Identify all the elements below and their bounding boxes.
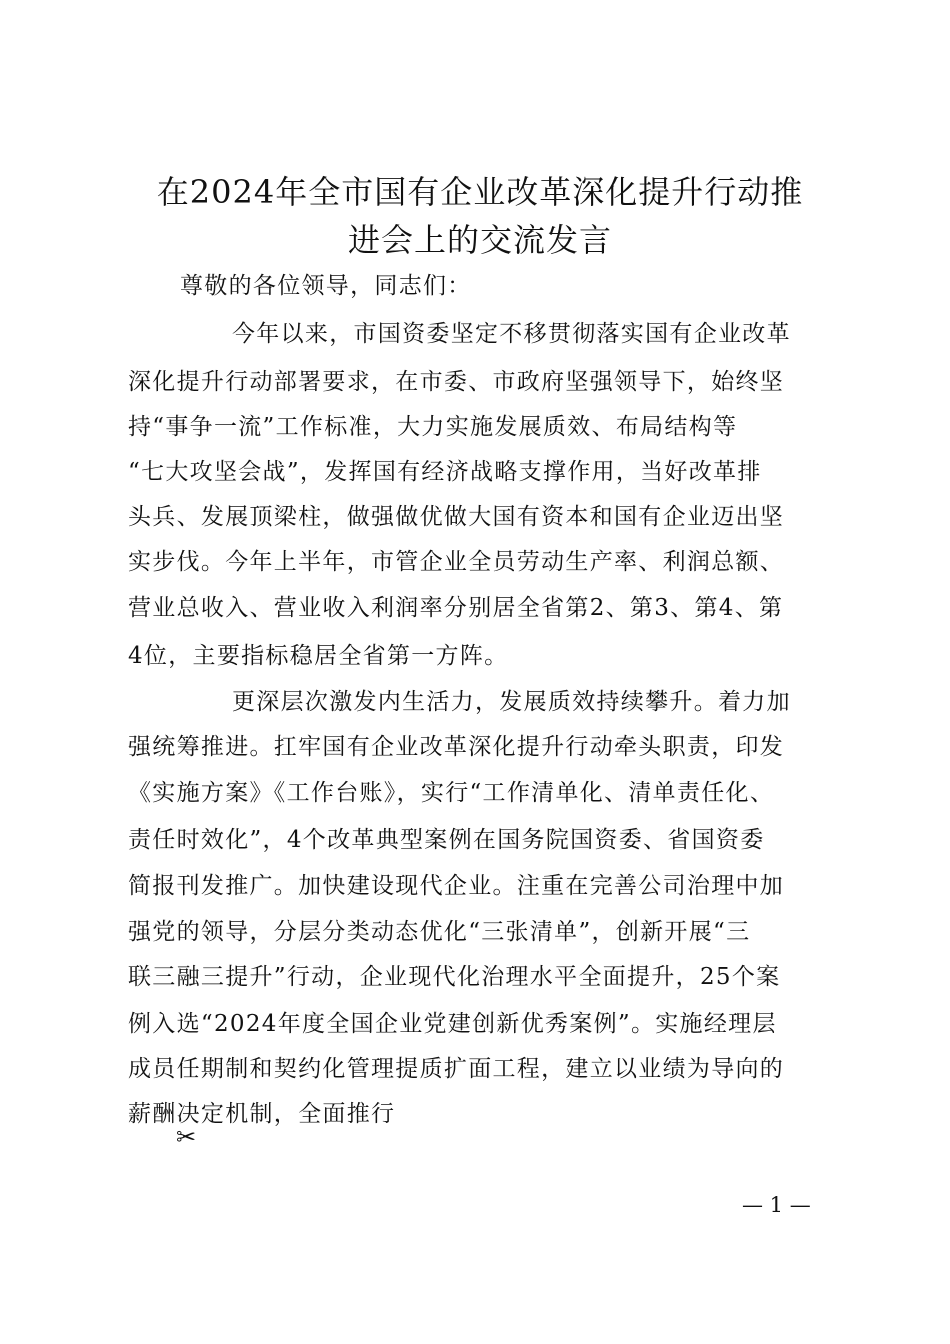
paragraph-2-line: 责任时效化”，4个改革典型案例在国务院国资委、省国资委 — [128, 827, 765, 853]
paragraph-1-line: 营业总收入、营业收入利润率分别居全省第2、第3、第4、第 — [128, 595, 784, 621]
paragraph-2-line: 《实施方案》《工作台账》，实行“工作清单化、清单责任化、 — [128, 780, 775, 806]
document-title-line-2: 进会上的交流发言 — [347, 221, 612, 259]
paragraph-2-line: 例入选“2024年度全国企业党建创新优秀案例”。实施经理层 — [128, 1011, 777, 1037]
paragraph-1-line: 头兵、发展顶梁柱，做强做优做大国有资本和国有企业迈出坚 — [128, 504, 785, 530]
paragraph-1-line: 今年以来，市国资委坚定不移贯彻落实国有企业改革 — [232, 321, 791, 347]
paragraph-2-line: 简报刊发推广。加快建设现代企业。注重在完善公司治理中加 — [128, 873, 785, 899]
paragraph-2-line: 强党的领导，分层分类动态优化“三张清单”，创新开展“三 — [128, 919, 751, 945]
paragraph-1-line: 持“事争一流”工作标准，大力实施发展质效、布局结构等 — [128, 414, 738, 440]
paragraph-2-line: 薪酬决定机制，全面推行 — [128, 1101, 396, 1127]
paragraph-2-line: 成员任期制和契约化管理提质扩面工程，建立以业绩为导向的 — [128, 1056, 785, 1082]
paragraph-1-line: 深化提升行动部署要求，在市委、市政府坚强领导下，始终坚 — [128, 369, 785, 395]
salutation: 尊敬的各位领导，同志们： — [180, 273, 472, 299]
paragraph-2-line: 联三融三提升”行动，企业现代化治理水平全面提升，25个案 — [128, 964, 781, 990]
page-number: — 1 — — [742, 1193, 811, 1217]
scissors-icon: ✂ — [176, 1123, 197, 1151]
paragraph-1-line: 实步伐。今年上半年，市管企业全员劳动生产率、利润总额、 — [128, 549, 785, 575]
paragraph-2-line: 强统筹推进。扛牢国有企业改革深化提升行动牵头职责，印发 — [128, 734, 785, 760]
paragraph-1-line: 4位，主要指标稳居全省第一方阵。 — [128, 643, 509, 669]
paragraph-1-line: “七大攻坚会战”，发挥国有经济战略支撑作用，当好改革排 — [128, 459, 762, 485]
document-title-line-1: 在2024年全市国有企业改革深化提升行动推 — [156, 173, 804, 211]
paragraph-2-line: 更深层次激发内生活力，发展质效持续攀升。着力加 — [232, 689, 791, 715]
